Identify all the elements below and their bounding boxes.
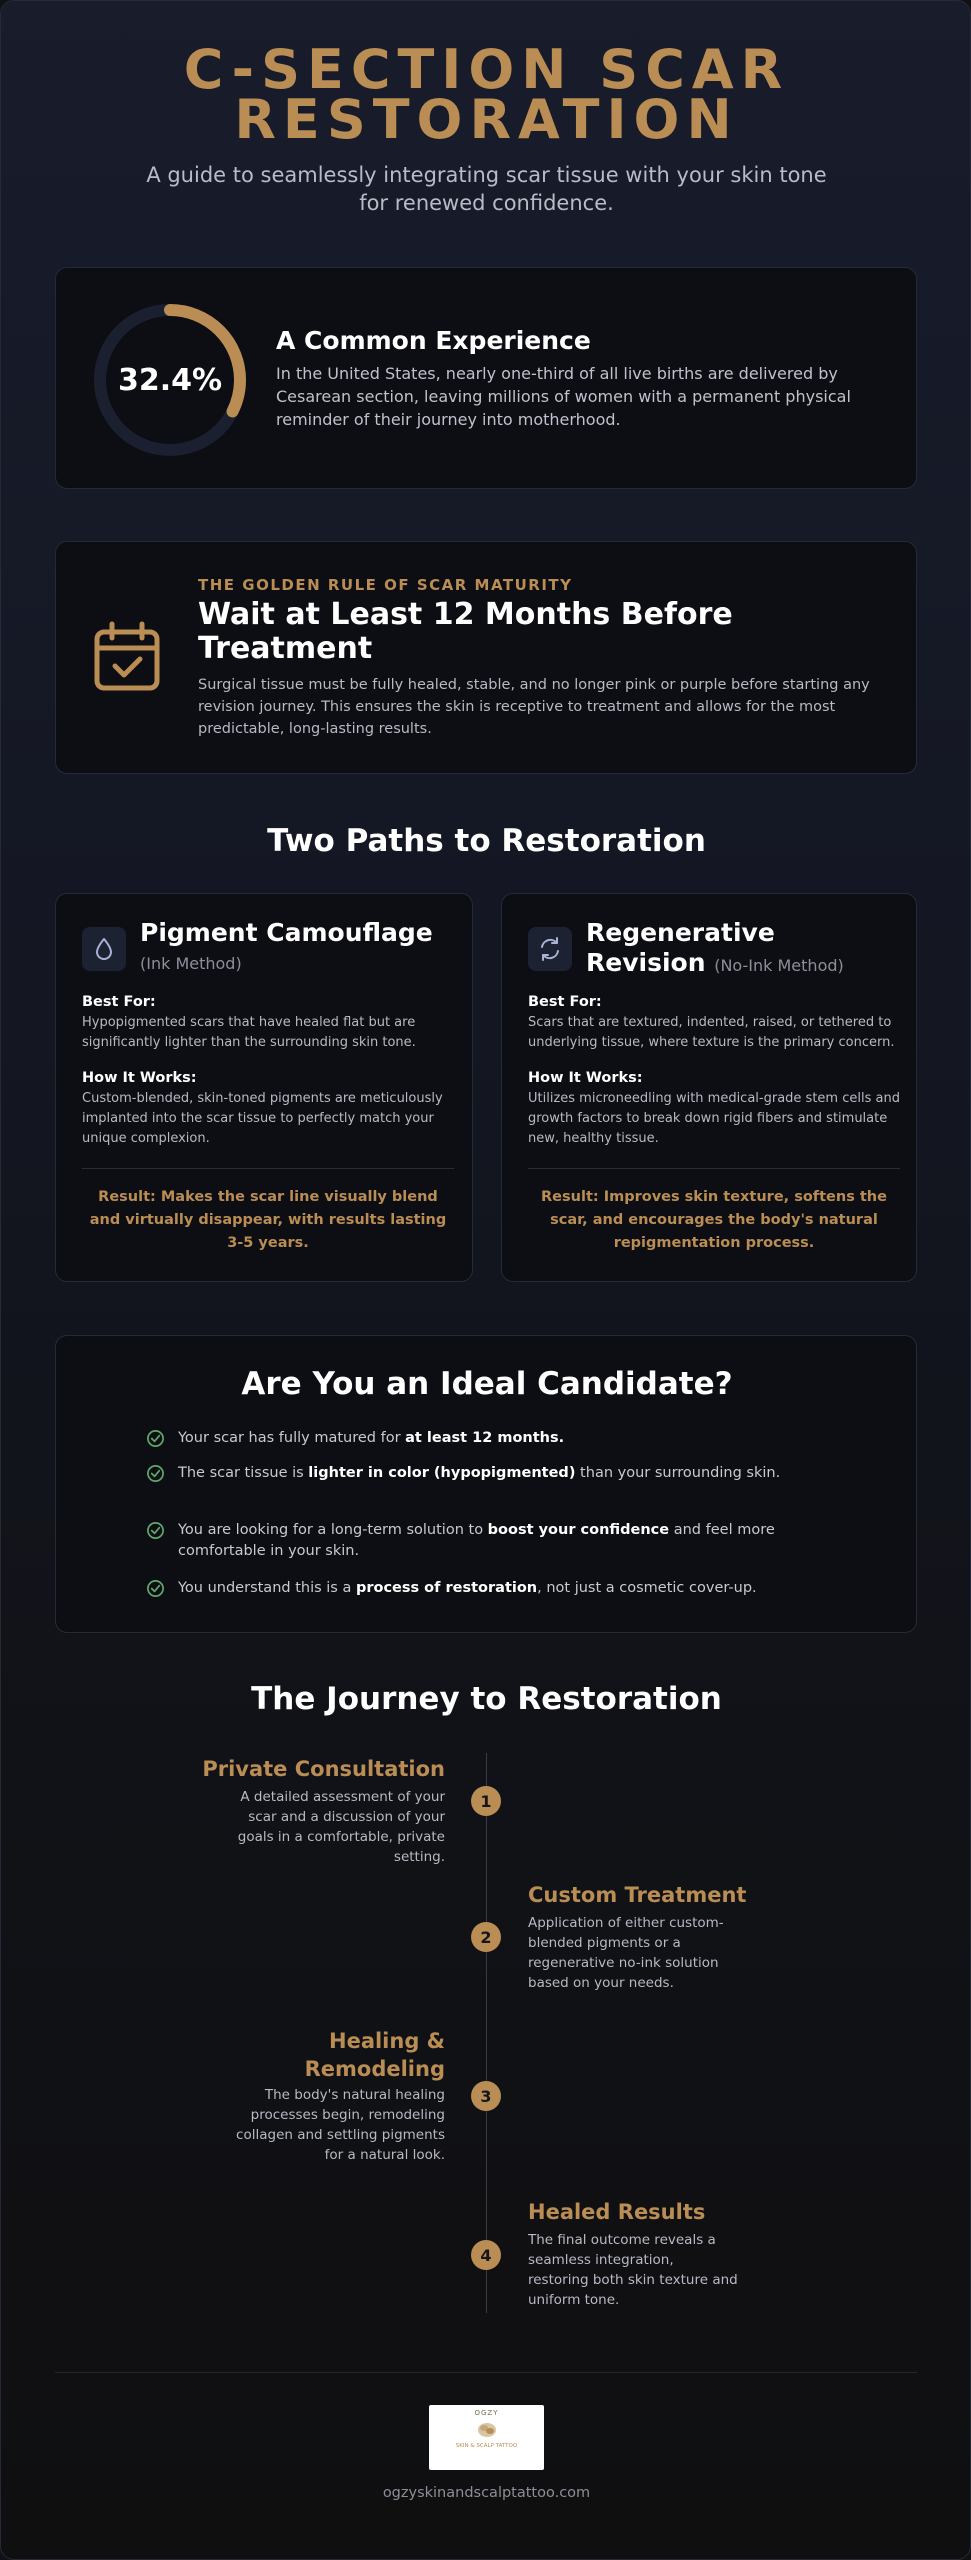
candidate-text-end: , not just a cosmetic cover-up. (537, 1580, 757, 1596)
candidate-item (178, 1520, 798, 1562)
stat-card (55, 267, 917, 489)
footer-divider (55, 2372, 917, 2373)
step-number: 3 (471, 2081, 501, 2111)
golden-rule-card (55, 541, 917, 774)
page-title (1, 38, 971, 151)
best-for-label: Best For: (82, 994, 156, 1010)
divider (82, 1168, 454, 1169)
title-line-1: C-SECTION SCAR (183, 38, 790, 101)
how-it-works-label: How It Works: (82, 1070, 197, 1086)
rule-text: Surgical tissue must be fully healed, stable, and no longer pink or purple before starting any revision journey. This ensures the skin is receptive to treatment and allows for the most predictable, long-lasting results. (198, 677, 870, 737)
path-title: Pigment Camouflage (140, 918, 433, 947)
step-title: Private Consultation (202, 1757, 445, 1781)
candidate-emphasis: boost your confidence (487, 1522, 670, 1538)
best-for-text: Scars that are textured, indented, raised, or tethered to underlying tissue, where texture is the primary concern. (528, 1015, 895, 1050)
how-it-works-text: Utilizes microneedling with medical-grade stem cells and growth factors to break down rigid fibers and stimulate new, healthy tissue. (528, 1091, 900, 1146)
logo-wordmark: OGZY (474, 2409, 499, 2417)
candidate-text-end: and feel more comfortable in your skin. (178, 1522, 775, 1559)
candidate-item (178, 1578, 798, 1599)
candidate-text-end: than your surrounding skin. (575, 1465, 781, 1481)
page-subtitle: A guide to seamlessly integrating scar tissue with your skin tone for renewed confidence. (146, 163, 827, 215)
path-title-line-2-text: Revision (586, 948, 706, 977)
calendar-check-icon (92, 620, 162, 694)
refresh-icon (537, 936, 563, 962)
step-text: The body's natural healing processes begin, remodeling collagen and settling pigments for a natural look. (236, 2087, 445, 2163)
path-card-regenerative (501, 893, 917, 1282)
candidate-card (55, 1335, 917, 1633)
journey-section-title: The Journey to Restoration (251, 1681, 722, 1717)
candidate-text: The scar tissue is (178, 1465, 309, 1481)
candidate-text: You understand this is a (178, 1580, 356, 1596)
stat-title: A Common Experience (276, 326, 591, 355)
step-number: 1 (471, 1786, 501, 1816)
logo-emblem-icon (476, 2419, 498, 2439)
step-number: 4 (471, 2240, 501, 2270)
check-circle-icon (146, 1521, 165, 1540)
path-icon-box (528, 927, 572, 971)
step-text: Application of either custom-blended pigments or a regenerative no-ink solution based on your needs. (528, 1915, 724, 1991)
step-title: Healing & Remodeling (304, 2029, 445, 2081)
how-it-works-label: How It Works: (528, 1070, 643, 1086)
path-icon-box (82, 927, 126, 971)
check-circle-icon (146, 1464, 165, 1483)
paths-section-title: Two Paths to Restoration (267, 823, 706, 859)
stat-text: In the United States, nearly one-third of all live births are delivered by Cesarean section, leaving millions of women with a permanent physical reminder of their journey into motherhood. (276, 364, 851, 429)
divider (528, 1168, 900, 1169)
stat-value: 32.4% (117, 362, 223, 398)
path-title (586, 918, 886, 981)
path-result: Result: Makes the scar line visually blend and virtually disappear, with results lasting 3-5 years. (89, 1189, 447, 1251)
candidate-item (178, 1463, 798, 1484)
title-line-2: RESTORATION (234, 88, 739, 151)
path-result: Result: Improves skin texture, softens the scar, and encourages the body's natural repigmentation process. (541, 1189, 887, 1251)
rule-kicker: THE GOLDEN RULE OF SCAR MATURITY (198, 576, 573, 594)
candidate-emphasis: lighter in color (hypopigmented) (308, 1465, 576, 1481)
check-circle-icon (146, 1579, 165, 1598)
path-title-line-2 (586, 948, 886, 981)
path-card-pigment (55, 893, 473, 1282)
step-text: The final outcome reveals a seamless integration, restoring both skin texture and uniform tone. (528, 2232, 738, 2308)
path-subtitle: (No-Ink Method) (714, 956, 844, 975)
rule-title: Wait at Least 12 Months Before Treatment (198, 597, 733, 666)
candidate-item (178, 1428, 798, 1449)
best-for-text: Hypopigmented scars that have healed flat but are significantly lighter than the surrounding skin tone. (82, 1015, 416, 1050)
candidate-emphasis: at least 12 months. (405, 1430, 565, 1446)
drop-icon (93, 937, 115, 961)
step-title: Custom Treatment (528, 1883, 747, 1907)
step-text: A detailed assessment of your scar and a discussion of your goals in a comfortable, private setting. (237, 1789, 445, 1865)
website-link[interactable]: ogzyskinandscalptattoo.com (382, 2485, 591, 2501)
candidate-text: You are looking for a long-term solution to (178, 1522, 488, 1538)
step-number: 2 (471, 1922, 501, 1952)
candidate-text: Your scar has fully matured for (178, 1430, 406, 1446)
check-circle-icon (146, 1429, 165, 1448)
candidate-emphasis: process of restoration (355, 1580, 538, 1596)
path-title-line-1: Regenerative (586, 918, 775, 947)
step-title: Healed Results (528, 2200, 706, 2224)
logo-tagline: SKIN & SCALP TATTOO (455, 2443, 518, 2449)
brand-logo[interactable] (429, 2405, 544, 2470)
candidate-title: Are You an Ideal Candidate? (241, 1366, 733, 1402)
timeline-line (486, 1753, 487, 2313)
path-subtitle: (Ink Method) (140, 954, 242, 973)
best-for-label: Best For: (528, 994, 602, 1010)
how-it-works-text: Custom-blended, skin-toned pigments are meticulously implanted into the scar tissue to perfectly match your unique complexion. (82, 1091, 443, 1146)
